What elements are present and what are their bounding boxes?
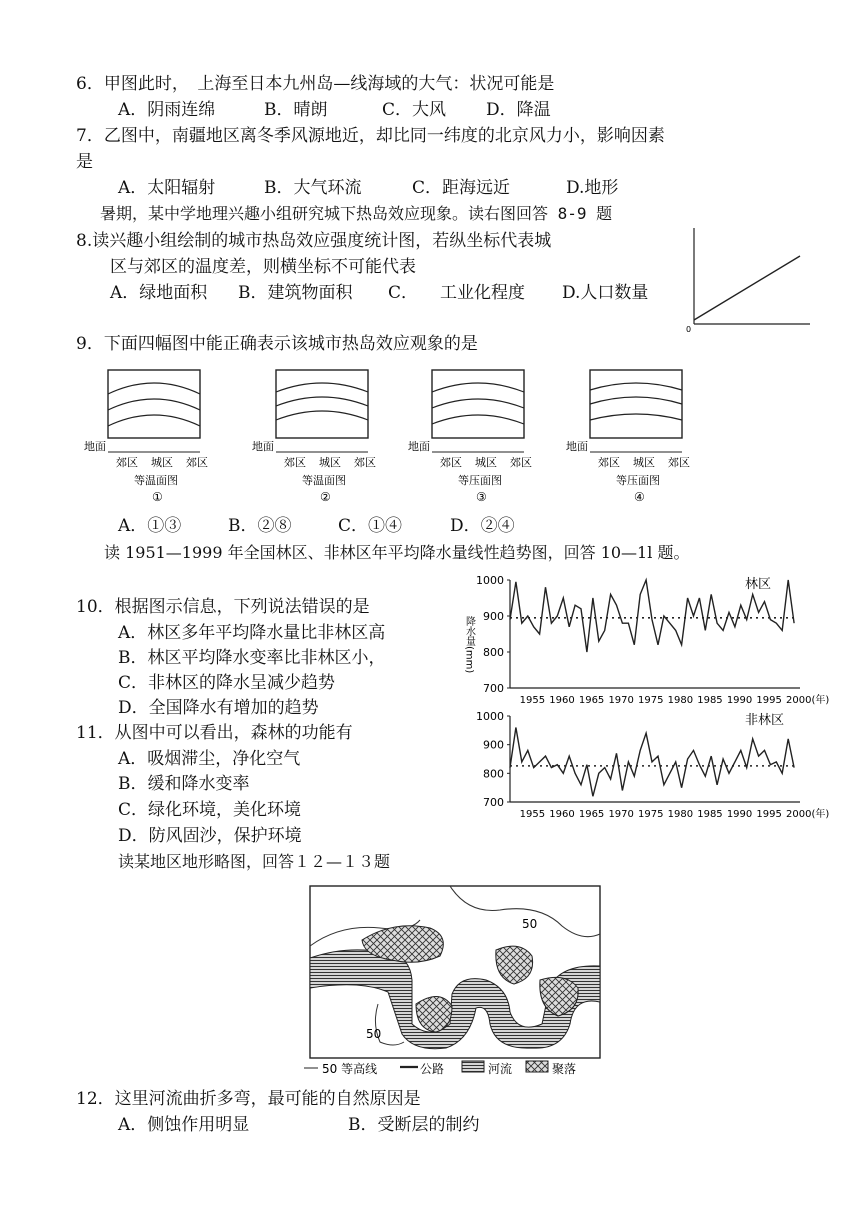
question-11-stem: 11．从图中可以看出，森林的功能有 [76, 723, 353, 743]
q6-option-a: A．阴雨连绵 [118, 100, 216, 120]
urban-label: 城区 [633, 456, 655, 469]
chart-title: 非林区 [745, 713, 785, 728]
legend-river: 河流 [488, 1062, 513, 1076]
q11-option-b: B．缓和降水变率 [118, 774, 250, 794]
panel-number: ③ [476, 490, 487, 504]
panel-number: ① [152, 490, 163, 504]
q11-option-d: D．防风固沙，保护环境 [118, 826, 302, 846]
q10-option-a: A．林区多年平均降水量比非林区高 [118, 623, 386, 643]
y-tick-label: 700 [483, 796, 504, 809]
ground-label: 地面 [84, 440, 106, 453]
series-line [510, 728, 794, 797]
q8-option-b: B．建筑物面积 [238, 283, 353, 303]
q8-option-d: D.人口数量 [562, 283, 649, 303]
river-legend-icon [462, 1061, 484, 1072]
x-tick-label: 1995 [756, 695, 782, 706]
intro-questions-12-13: 读某地区地形略图，回答１２—１３题 [118, 852, 391, 871]
q10-option-b: B．林区平均降水变率比非林区小， [118, 648, 386, 668]
x-tick-label: 1990 [726, 695, 753, 706]
panel-2 [252, 370, 376, 504]
ground-label: 地面 [566, 440, 588, 453]
urban-label: 城区 [151, 456, 173, 469]
question-10-stem: 10．根据图示信息，下列说法错误的是 [76, 597, 370, 617]
q12-option-b: B．受断层的制约 [348, 1115, 480, 1135]
trend-line [694, 256, 800, 320]
q7-option-c: C．距海远近 [412, 178, 511, 198]
graph-origin-label: 0 [686, 325, 692, 334]
x-tick-label: 1995 [756, 809, 782, 820]
y-tick-label: 900 [483, 738, 504, 752]
y-tick-label: 800 [483, 646, 504, 659]
x-tick-label: 1985 [697, 695, 723, 706]
panel-1 [84, 370, 208, 504]
q9-option-a: A．①③ [118, 516, 182, 536]
contour-label: 50 [366, 1027, 382, 1041]
question-8-stem-cont: 区与郊区的温度差，则横坐标不可能代表 [110, 257, 416, 277]
x-tick-label: 1985 [697, 809, 723, 820]
suburb-right-label: 郊区 [510, 456, 532, 469]
suburb-left-label: 郊区 [284, 456, 306, 469]
precipitation-trend-charts [455, 570, 850, 832]
legend-road: 公路 [420, 1062, 445, 1076]
x-tick-label: 1960 [549, 695, 575, 706]
x-tick-label: 1990 [726, 809, 753, 820]
question-6-stem: 6．甲图此时， 上海至日本九州岛—线海域的大气：状况可能是 [76, 74, 555, 94]
panel-number: ② [320, 490, 331, 504]
chart-title: 林区 [745, 577, 772, 592]
suburb-right-label: 郊区 [186, 456, 208, 469]
x-tick-label: 1965 [578, 809, 605, 820]
x-tick-label: 1970 [608, 809, 634, 820]
question-12-stem: 12．这里河流曲折多弯，最可能的自然原因是 [76, 1089, 421, 1109]
contour-label: 50 [522, 917, 538, 931]
x-tick-label: 1960 [549, 809, 575, 820]
suburb-left-label: 郊区 [598, 456, 620, 469]
x-tick-label: 1975 [638, 809, 664, 820]
q7-option-a: A．太阳辐射 [118, 178, 216, 198]
legend-settlement: 聚落 [552, 1062, 577, 1076]
panel-caption: 等压面图 [616, 474, 660, 487]
q12-option-a: A．侧蚀作用明显 [118, 1115, 250, 1135]
x-tick-label: 1980 [667, 809, 694, 820]
terrain-sketch-map [300, 884, 610, 1084]
y-tick-label: 800 [483, 767, 504, 781]
legend-contour: 50 等高线 [322, 1062, 378, 1076]
urban-label: 城区 [475, 456, 497, 469]
q9-option-d: D．②④ [450, 516, 515, 536]
x-tick-label: 1965 [578, 695, 605, 706]
y-tick-label: 900 [483, 610, 504, 623]
x-tick-label: 1975 [638, 695, 664, 706]
y-tick-label: 1000 [476, 710, 504, 723]
q10-option-c: C．非林区的降水呈减少趋势 [118, 673, 336, 693]
isosurface-diagrams [80, 362, 720, 504]
q8-option-c-letter: C． [388, 283, 419, 303]
suburb-left-label: 郊区 [116, 456, 138, 469]
x-tick-label: 1970 [608, 695, 634, 706]
x-tick-label: 2000(年) [786, 809, 830, 820]
y-axis-label: 降水量(mm) [463, 616, 475, 674]
panel-number: ④ [634, 490, 645, 504]
panel-caption: 等压面图 [458, 474, 502, 487]
x-tick-label: 2000(年) [786, 695, 830, 706]
panel-3 [408, 370, 532, 504]
q8-option-c: 工业化程度 [440, 283, 525, 303]
question-7-stem: 7．乙图中，南疆地区离冬季风源地近，却比同一纬度的北京风力小，影响因素 [76, 126, 665, 146]
panel-4 [566, 370, 690, 504]
y-tick-label: 700 [483, 682, 504, 695]
q10-option-d: D．全国降水有增加的趋势 [118, 698, 319, 718]
q7-option-d: D.地形 [566, 178, 619, 198]
question-8-stem: 8.读兴趣小组绘制的城市热岛效应强度统计图，若纵坐标代表城 [76, 231, 552, 251]
q11-option-c: C．绿化环境，美化环境 [118, 800, 302, 820]
intro-questions-8-9: 暑期，某中学地理兴趣小组研究城下热岛效应现象。读右图回答 8-9 题 [100, 204, 613, 223]
question-7-stem-cont: 是 [76, 152, 93, 172]
panel-caption: 等温面图 [134, 474, 178, 487]
q7-option-b: B．大气环流 [264, 178, 362, 198]
ground-label: 地面 [408, 440, 430, 453]
settlement-legend-icon [526, 1061, 548, 1072]
panel-caption: 等温面图 [302, 474, 346, 487]
q6-option-d: D．降温 [486, 100, 551, 120]
y-tick-label: 1000 [476, 574, 504, 587]
q9-option-b: B．②⑧ [228, 516, 292, 536]
intro-questions-10-11: 读 1951—1999 年全国林区、非林区年平均降水量线性趋势图，回答 10—1l 题。 [104, 543, 690, 562]
ground-label: 地面 [252, 440, 274, 453]
suburb-right-label: 郊区 [354, 456, 376, 469]
heat-island-intensity-graph [680, 224, 814, 336]
suburb-right-label: 郊区 [668, 456, 690, 469]
question-9-stem: 9．下面四幅图中能正确表示该城市热岛效应观象的是 [76, 334, 478, 354]
x-tick-label: 1980 [667, 695, 694, 706]
q8-option-a: A．绿地面积 [110, 283, 208, 303]
x-tick-label: 1955 [519, 809, 546, 820]
urban-label: 城区 [319, 456, 341, 469]
q11-option-a: A．吸烟滞尘，净化空气 [118, 749, 301, 769]
x-tick-label: 1955 [519, 695, 546, 706]
suburb-left-label: 郊区 [440, 456, 462, 469]
q6-option-c: C．大风 [382, 100, 447, 120]
q6-option-b: B．晴朗 [264, 100, 328, 120]
q9-option-c: C．①④ [338, 516, 403, 536]
